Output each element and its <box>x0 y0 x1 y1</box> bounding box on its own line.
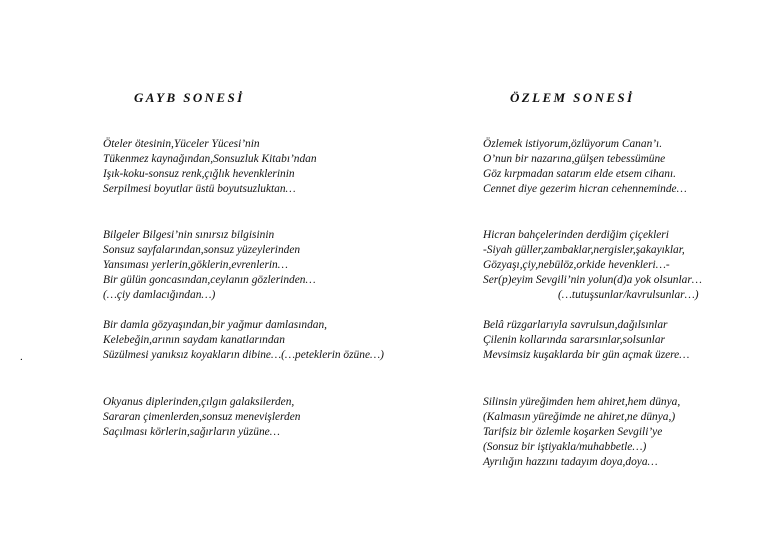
poem-line: (…tutuşsunlar/kavrulsunlar…) <box>558 289 699 301</box>
stanza-2 <box>483 228 702 303</box>
poem-line: Serpilmesi boyutlar üstü boyutsuzluktan… <box>103 183 296 195</box>
poem-line: Sararan çimenlerden,sonsuz menevişlerden <box>103 411 301 423</box>
poem-line: (Sonsuz bir iştiyakla/muhabbetle…) <box>483 441 647 453</box>
stanza-3 <box>103 318 384 363</box>
poem-line: Çilenin kollarında sararsınlar,solsunlar <box>483 334 665 346</box>
stanza-1 <box>103 137 317 197</box>
stanza-4 <box>483 395 680 470</box>
poem-line: Bilgeler Bilgesi’nin sınırsız bilgisinin <box>103 229 275 241</box>
stanza-3 <box>483 318 689 363</box>
poem-title: ÖZLEM SONESİ <box>510 90 635 105</box>
poem-line: Bir damla gözyaşından,bir yağmur damlasından, <box>103 319 328 331</box>
poem-line: Süzülmesi yanıksız koyakların dibine…(…peteklerin özüne…) <box>103 349 384 361</box>
poem-line: Tarifsiz bir özlemle koşarken Sevgili’ye <box>483 426 663 438</box>
poem-line: Bir gülün goncasından,ceylanın gözlerinden… <box>103 274 316 286</box>
stanza-1 <box>483 137 687 197</box>
margin-dot: . <box>20 351 23 363</box>
stanza-4 <box>103 395 301 440</box>
poem-line: Göz kırpmadan satarım elde etsem cihanı. <box>483 168 676 180</box>
poem-line: (…çiy damlacığından…) <box>103 289 216 301</box>
poem-line: Özlemek istiyorum,özlüyorum Canan’ı. <box>483 138 663 150</box>
poem-line: Saçılması körlerin,sağırların yüzüne… <box>103 426 280 438</box>
poem-line: Belâ rüzgarlarıyla savrulsun,dağılsınlar <box>483 319 668 331</box>
poem-line: Gözyaşı,çiy,nebülöz,orkide hevenkleri…- <box>483 259 670 271</box>
poem-line: Silinsin yüreğimden hem ahiret,hem dünya, <box>483 396 681 408</box>
poem-line: Işık-koku-sonsuz renk,çığlık hevenklerinin <box>103 168 295 180</box>
poem-line: Sonsuz sayfalarından,sonsuz yüzeylerinden <box>103 244 301 256</box>
poem-line: Öteler ötesinin,Yüceler Yücesi’nin <box>103 138 260 150</box>
poem-title: GAYB SONESİ <box>134 90 245 105</box>
poem-line: Ser(p)eyim Sevgili’nin yolun(d)a yok olsunlar… <box>483 274 702 286</box>
poem-line: Yansıması yerlerin,göklerin,evrenlerin… <box>103 259 288 271</box>
poem-line: Ayrılığın hazzını tadayım doya,doya… <box>483 456 658 468</box>
poem-line: Cennet diye gezerim hicran cehenneminde… <box>483 183 687 195</box>
poem-line: (Kalmasın yüreğimde ne ahiret,ne dünya,) <box>483 411 676 423</box>
poem-line: Tükenmez kaynağından,Sonsuzluk Kitabı’ndan <box>103 153 317 165</box>
poem-line: Okyanus diplerinden,çılgın galaksilerden, <box>103 396 295 408</box>
poem-line: Kelebeğin,arının saydam kanatlarından <box>103 334 285 346</box>
poem-line: Hicran bahçelerinden derdiğim çiçekleri <box>483 229 669 241</box>
poem-line: Mevsimsiz kuşaklarda bir gün açmak üzere… <box>483 349 690 361</box>
poem-line: -Siyah güller,zambaklar,nergisler,şakayıklar, <box>483 244 685 256</box>
poem-line: O’nun bir nazarına,gülşen tebessümüne <box>483 153 666 165</box>
stanza-2 <box>103 228 316 303</box>
